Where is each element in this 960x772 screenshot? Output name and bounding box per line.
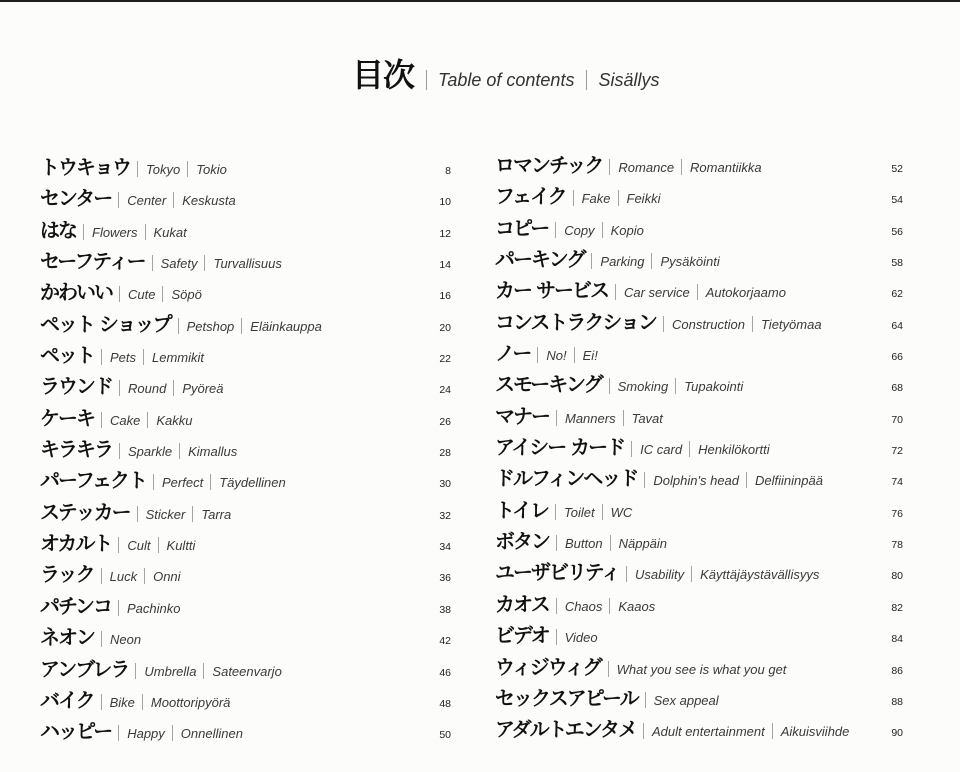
separator <box>142 694 143 710</box>
entry-title-japanese: ドルフィンヘッド <box>495 466 638 491</box>
entry-title-finnish: Ei! <box>582 348 598 364</box>
entry-title-english: Center <box>127 193 167 209</box>
toc-entry <box>40 307 451 338</box>
toc-entry <box>495 681 903 712</box>
separator <box>691 566 692 582</box>
entry-page-number: 24 <box>439 384 451 397</box>
toc-entry <box>40 714 451 745</box>
toc-entry <box>40 401 451 432</box>
separator <box>602 222 603 238</box>
entry-title-english: Petshop <box>186 318 235 334</box>
separator <box>556 535 557 551</box>
entry-page-number: 8 <box>445 165 451 177</box>
separator <box>610 535 611 551</box>
toc-entry <box>495 524 903 555</box>
entry-title-japanese: アイシー カード <box>495 435 625 460</box>
toc-entry <box>40 495 451 526</box>
entry-title-english: Cult <box>127 538 151 554</box>
toc-entry <box>495 650 903 681</box>
toc-entry <box>495 712 903 743</box>
entry-title-english: Safety <box>160 256 198 272</box>
toc-entry <box>40 683 451 714</box>
separator <box>152 255 153 271</box>
separator <box>591 253 592 269</box>
separator <box>162 286 163 302</box>
entry-title-japanese: フェイク <box>495 184 566 209</box>
separator <box>772 723 773 739</box>
entry-title-english: Umbrella <box>144 663 197 679</box>
entry-title-finnish: Keskusta <box>182 193 236 209</box>
separator <box>144 568 145 584</box>
separator <box>101 412 102 428</box>
toc-entry <box>495 179 903 210</box>
entry-title-japanese: ステッカー <box>40 499 130 524</box>
entry-title-japanese: ウィジウィグ <box>495 654 601 679</box>
entry-title-finnish: Tavat <box>631 410 663 426</box>
entry-title-finnish: Turvallisuus <box>213 256 282 272</box>
separator <box>573 190 574 206</box>
separator <box>241 318 242 334</box>
separator <box>143 349 144 365</box>
separator <box>681 159 682 175</box>
entry-page-number: 84 <box>891 633 903 646</box>
separator <box>153 474 154 490</box>
entry-page-number: 50 <box>439 729 451 742</box>
toc-entry <box>495 148 903 179</box>
entry-title-finnish: Tietyömaa <box>760 316 822 332</box>
entry-title-english: Round <box>128 381 167 397</box>
entry-title-english: Bike <box>109 694 135 710</box>
entry-page-number: 16 <box>439 290 451 303</box>
entry-title-english: Sticker <box>145 506 186 522</box>
separator <box>145 224 146 240</box>
entry-title-english: Adult entertainment <box>652 724 765 740</box>
entry-title-finnish: Lemmikit <box>152 350 205 366</box>
toc-entry <box>495 336 903 367</box>
entry-page-number: 14 <box>439 259 451 272</box>
entry-title-finnish: Feikki <box>626 191 661 207</box>
toc-entry <box>495 618 903 649</box>
separator <box>118 725 119 741</box>
separator <box>663 316 664 332</box>
separator <box>675 378 676 394</box>
toc-entry <box>40 181 451 212</box>
entry-title-finnish: Eläinkauppa <box>250 318 322 334</box>
entry-page-number: 70 <box>891 413 903 426</box>
entry-title-english: Parking <box>600 254 645 270</box>
toc-entry <box>40 620 451 651</box>
entry-title-japanese: ネオン <box>40 625 94 650</box>
separator <box>173 380 174 396</box>
entry-title-finnish: Autokorjaamo <box>705 285 786 301</box>
entry-page-number: 66 <box>891 351 903 364</box>
entry-title-finnish: Kopio <box>610 222 644 238</box>
toc-entry <box>40 338 451 369</box>
separator <box>137 161 138 177</box>
entry-page-number: 88 <box>891 695 903 708</box>
entry-title-japanese: ペット ショップ <box>40 311 171 336</box>
entry-page-number: 72 <box>891 445 903 458</box>
entry-title-english: IC card <box>640 442 683 458</box>
entry-title-english: Cute <box>128 287 156 303</box>
toc-entry <box>495 461 903 492</box>
separator <box>192 506 193 522</box>
entry-title-english: Pachinko <box>127 600 181 616</box>
entry-title-english: Perfect <box>162 475 204 491</box>
toc-entry <box>40 589 451 620</box>
entry-title-japanese: スモーキング <box>495 372 602 397</box>
separator <box>118 537 119 553</box>
entry-page-number: 86 <box>891 664 903 677</box>
entry-title-english: Romance <box>618 160 675 175</box>
separator <box>135 663 136 679</box>
entry-page-number: 68 <box>891 382 903 395</box>
entry-page-number: 38 <box>439 603 451 616</box>
entry-title-japanese: ペット <box>40 343 94 368</box>
entry-title-finnish: Kimallus <box>188 444 238 460</box>
entry-title-english: Car service <box>623 285 690 301</box>
toc-entry <box>40 150 451 181</box>
entry-title-finnish: Henkilökortti <box>698 442 770 458</box>
toc-entry <box>40 244 451 275</box>
separator <box>626 566 627 582</box>
toc-entry <box>495 555 903 586</box>
entry-title-finnish: Täydellinen <box>219 475 286 491</box>
entry-title-japanese: アンブレラ <box>40 656 129 681</box>
entry-page-number: 58 <box>891 257 903 270</box>
entry-title-english: Tokyo <box>146 162 181 177</box>
entry-title-finnish: Tokio <box>196 162 227 177</box>
entry-title-english: What you see is what you get <box>616 661 787 677</box>
separator <box>608 661 609 677</box>
toc-entry <box>495 273 903 304</box>
toc-entry <box>495 211 903 242</box>
toc-entry <box>495 305 903 336</box>
entry-title-japanese: センター <box>40 186 112 211</box>
entry-title-english: Chaos <box>564 598 603 614</box>
separator <box>172 725 173 741</box>
entry-title-japanese: セックスアピール <box>495 685 638 710</box>
entry-page-number: 48 <box>439 697 451 710</box>
entry-title-japanese: ラウンド <box>40 374 112 399</box>
separator <box>426 70 427 90</box>
separator <box>119 286 120 302</box>
entry-title-japanese: パーフェクト <box>40 468 146 493</box>
entry-page-number: 12 <box>439 227 451 240</box>
separator <box>204 255 205 271</box>
toc-entry <box>40 557 451 588</box>
entry-title-finnish: Näppäin <box>618 536 668 552</box>
separator <box>602 504 603 520</box>
entry-title-japanese: トイレ <box>495 497 548 522</box>
separator <box>179 443 180 459</box>
separator <box>615 284 616 300</box>
entry-title-japanese: ビデオ <box>495 623 549 648</box>
separator <box>623 410 624 426</box>
toc-entry <box>40 213 451 244</box>
toc-entry <box>495 430 903 461</box>
separator <box>555 504 556 520</box>
toc-column-right <box>495 148 903 744</box>
entry-page-number: 78 <box>891 539 903 552</box>
separator <box>586 70 587 90</box>
entry-title-japanese: キラキラ <box>40 437 112 462</box>
entry-title-finnish: Kukat <box>153 224 187 240</box>
entry-title-japanese: カオス <box>495 591 549 616</box>
entry-title-english: Toilet <box>564 504 595 520</box>
entry-title-japanese: オカルト <box>40 531 112 556</box>
separator <box>101 568 102 584</box>
entry-title-english: Fake <box>581 191 611 207</box>
entry-page-number: 20 <box>439 321 451 334</box>
separator <box>203 663 204 679</box>
entry-title-finnish: Kultti <box>166 538 196 554</box>
separator <box>609 159 610 175</box>
entry-title-japanese: コンストラクション <box>495 309 656 334</box>
toc-column-left <box>40 150 451 746</box>
toc-entry <box>495 399 903 430</box>
separator <box>119 443 120 459</box>
toc-entry <box>495 587 903 618</box>
entry-page-number: 64 <box>891 319 903 332</box>
separator <box>118 600 119 616</box>
separator <box>643 723 644 739</box>
entry-title-finnish: WC <box>610 504 633 520</box>
separator <box>556 629 557 645</box>
entry-title-finnish: Sateenvarjo <box>212 663 282 679</box>
entry-page-number: 46 <box>439 666 451 679</box>
entry-title-english: Pets <box>110 350 137 366</box>
entry-title-english: Button <box>565 536 603 552</box>
entry-title-english: Neon <box>110 632 142 648</box>
scan-edge <box>0 0 960 2</box>
entry-page-number: 32 <box>439 509 451 522</box>
entry-page-number: 54 <box>891 194 903 207</box>
entry-page-number: 22 <box>439 353 451 366</box>
separator <box>118 192 119 208</box>
entry-title-japanese: トウキョウ <box>40 155 130 179</box>
entry-page-number: 42 <box>439 635 451 648</box>
entry-title-english: Sparkle <box>128 444 173 460</box>
separator <box>556 598 557 614</box>
entry-title-finnish: Moottoripyörä <box>150 694 231 710</box>
separator <box>101 631 102 647</box>
separator <box>83 224 84 240</box>
entry-title-finnish: Söpö <box>171 287 202 303</box>
toc-entry <box>40 526 451 557</box>
entry-page-number: 76 <box>891 507 903 520</box>
entry-title-finnish: Onnellinen <box>180 726 243 742</box>
entry-title-japanese: ラック <box>40 562 94 587</box>
toc-entry <box>40 369 451 400</box>
entry-title-finnish: Kakku <box>156 412 193 428</box>
title-english: Table of contents <box>438 70 575 90</box>
entry-page-number: 26 <box>439 415 451 428</box>
entry-title-finnish: Romantiikka <box>690 160 762 175</box>
separator <box>697 284 698 300</box>
entry-title-japanese: ケーキ <box>40 405 94 430</box>
entry-title-english: Dolphin's head <box>653 473 740 489</box>
entry-title-finnish: Tupakointi <box>684 379 744 395</box>
entry-title-japanese: ユーザビリティ <box>495 560 619 585</box>
separator <box>746 472 747 488</box>
separator <box>137 506 138 522</box>
entry-title-finnish: Onni <box>153 569 181 585</box>
toc-entry <box>495 493 903 524</box>
entry-title-japanese: パーキング <box>495 247 585 272</box>
entry-page-number: 36 <box>439 572 451 585</box>
separator <box>556 410 557 426</box>
separator <box>618 190 619 206</box>
entry-page-number: 74 <box>891 476 903 489</box>
separator <box>119 380 120 396</box>
separator <box>187 161 188 177</box>
separator <box>555 222 556 238</box>
separator <box>210 474 211 490</box>
separator <box>689 441 690 457</box>
entry-title-japanese: アダルトエンタメ <box>495 717 636 742</box>
entry-title-finnish: Pysäköinti <box>660 254 720 270</box>
entry-page-number: 56 <box>891 225 903 238</box>
entry-title-japanese: マナー <box>495 403 549 428</box>
separator <box>645 692 646 708</box>
entry-title-japanese: ロマンチック <box>495 153 603 177</box>
separator <box>752 316 753 332</box>
page-title: 目次 <box>352 56 415 94</box>
separator <box>644 472 645 488</box>
entry-page-number: 90 <box>891 727 903 740</box>
entry-title-japanese: パチンコ <box>40 593 111 618</box>
toc-entry <box>495 242 903 273</box>
entry-page-number: 34 <box>439 541 451 554</box>
entry-title-english: Luck <box>109 569 138 585</box>
entry-title-english: Smoking <box>617 379 669 395</box>
entry-page-number: 30 <box>439 478 451 491</box>
entry-title-english: Usability <box>635 567 685 583</box>
toc-entry <box>40 432 451 463</box>
toc-entry <box>495 367 903 398</box>
entry-title-english: Manners <box>565 410 616 426</box>
separator <box>651 253 652 269</box>
entry-title-english: Construction <box>672 316 745 332</box>
entry-title-japanese: かわいい <box>40 280 112 305</box>
entry-page-number: 80 <box>891 570 903 583</box>
page-header <box>352 57 659 93</box>
entry-title-finnish: Aikuisviihde <box>780 724 850 740</box>
entry-title-english: Sex appeal <box>653 692 719 708</box>
entry-title-english: Video <box>564 630 598 646</box>
entry-page-number: 10 <box>439 196 451 209</box>
entry-title-japanese: コピー <box>495 215 549 240</box>
entry-page-number: 62 <box>891 288 903 301</box>
entry-title-japanese: はな <box>40 217 76 242</box>
entry-title-japanese: ハッピー <box>40 719 112 744</box>
entry-title-japanese: セーフティー <box>40 249 145 274</box>
entry-title-english: Cake <box>110 412 141 428</box>
separator <box>609 378 610 394</box>
separator <box>101 694 102 710</box>
title-finnish: Sisällys <box>598 70 660 90</box>
toc-entry <box>40 652 451 683</box>
entry-page-number: 82 <box>891 601 903 614</box>
entry-title-finnish: Kaaos <box>618 598 656 614</box>
entry-page-number: 52 <box>891 163 903 175</box>
entry-title-finnish: Tarra <box>201 506 232 522</box>
entry-title-japanese: カー サービス <box>495 278 608 303</box>
entry-title-english: Flowers <box>92 224 138 240</box>
separator <box>178 318 179 334</box>
separator <box>609 598 610 614</box>
entry-title-finnish: Käyttäjäystävällisyys <box>700 567 820 583</box>
entry-title-finnish: Delfiininpää <box>755 473 823 489</box>
entry-title-english: No! <box>546 348 567 364</box>
separator <box>173 192 174 208</box>
separator <box>574 347 575 363</box>
toc-entry <box>40 275 451 306</box>
entry-title-english: Copy <box>564 222 595 238</box>
separator <box>158 537 159 553</box>
separator <box>631 441 632 457</box>
entry-title-finnish: Pyöreä <box>182 381 224 397</box>
toc-entry <box>40 463 451 494</box>
entry-title-japanese: ノー <box>495 341 531 366</box>
separator <box>101 349 102 365</box>
entry-title-english: Happy <box>127 726 165 742</box>
separator <box>537 347 538 363</box>
entry-title-japanese: ボタン <box>495 529 549 554</box>
entry-title-japanese: バイク <box>40 687 94 712</box>
separator <box>147 412 148 428</box>
entry-page-number: 28 <box>439 447 451 460</box>
